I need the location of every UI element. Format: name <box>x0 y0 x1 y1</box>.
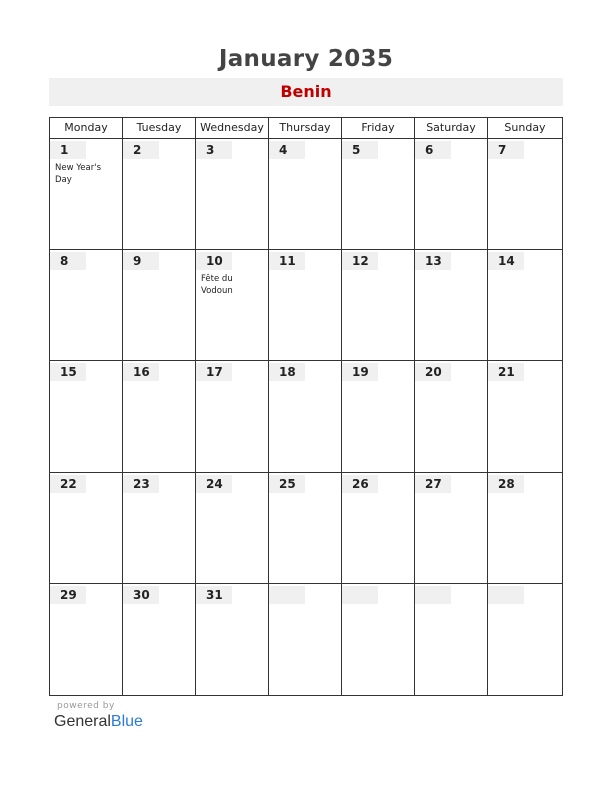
day-number: 16 <box>123 363 159 381</box>
day-cell <box>269 473 342 584</box>
day-cell <box>415 250 488 361</box>
day-number: 10 <box>196 252 232 270</box>
day-cell <box>342 361 415 472</box>
day-number: 30 <box>123 586 159 604</box>
holiday-label: Fête du Vodoun <box>201 274 233 297</box>
generalblue-logo[interactable] <box>54 713 143 731</box>
holiday-label: New Year's Day <box>55 163 102 185</box>
day-cell <box>342 139 415 250</box>
day-number: 21 <box>488 363 524 381</box>
day-cell-empty <box>342 584 415 695</box>
calendar-title: January 2035 <box>218 46 394 72</box>
powered-by-text: powered by <box>57 701 115 711</box>
day-number-blank <box>415 586 451 604</box>
day-number: 7 <box>488 141 524 159</box>
day-number: 25 <box>269 475 305 493</box>
brand-blue: Blue <box>110 713 143 730</box>
day-cell-empty <box>415 584 488 695</box>
day-cell <box>269 250 342 361</box>
calendar-grid <box>49 117 563 696</box>
day-number: 15 <box>50 363 86 381</box>
country-banner <box>49 78 563 106</box>
brand-general: General <box>54 713 111 730</box>
day-cell <box>196 584 269 695</box>
day-cell <box>415 361 488 472</box>
country-name: Benin <box>280 82 332 101</box>
day-cell <box>50 250 123 361</box>
day-cell <box>415 473 488 584</box>
day-cell <box>488 361 562 472</box>
day-cell <box>269 139 342 250</box>
day-cell <box>488 250 562 361</box>
day-cell <box>415 139 488 250</box>
day-cell <box>269 361 342 472</box>
day-cell <box>123 473 196 584</box>
weekday-header-friday: Friday <box>342 118 415 139</box>
day-number: 19 <box>342 363 378 381</box>
day-cell <box>50 361 123 472</box>
day-cell <box>123 250 196 361</box>
weekday-header-monday: Monday <box>50 118 123 139</box>
weekday-header-thursday: Thursday <box>269 118 342 139</box>
day-number: 22 <box>50 475 86 493</box>
day-number: 2 <box>123 141 159 159</box>
day-number-blank <box>342 586 378 604</box>
day-number: 9 <box>123 252 159 270</box>
weekday-header-saturday: Saturday <box>415 118 488 139</box>
day-number: 28 <box>488 475 524 493</box>
weekday-header-sunday: Sunday <box>488 118 562 139</box>
day-number: 23 <box>123 475 159 493</box>
day-number: 26 <box>342 475 378 493</box>
day-cell <box>50 473 123 584</box>
day-number: 6 <box>415 141 451 159</box>
day-number-blank <box>488 586 524 604</box>
day-cell <box>50 139 123 250</box>
day-number: 24 <box>196 475 232 493</box>
day-number: 4 <box>269 141 305 159</box>
day-cell <box>50 584 123 695</box>
weekday-header-wednesday: Wednesday <box>196 118 269 139</box>
day-number: 27 <box>415 475 451 493</box>
day-number: 1 <box>50 141 86 159</box>
day-cell <box>196 361 269 472</box>
day-cell <box>123 139 196 250</box>
day-number: 3 <box>196 141 232 159</box>
day-number: 8 <box>50 252 86 270</box>
day-cell <box>342 250 415 361</box>
day-cell-empty <box>269 584 342 695</box>
day-cell <box>196 139 269 250</box>
day-cell <box>196 250 269 361</box>
day-number: 11 <box>269 252 305 270</box>
day-number: 13 <box>415 252 451 270</box>
day-number: 20 <box>415 363 451 381</box>
day-number: 18 <box>269 363 305 381</box>
day-number: 5 <box>342 141 378 159</box>
day-cell <box>488 139 562 250</box>
day-number: 31 <box>196 586 232 604</box>
day-number: 17 <box>196 363 232 381</box>
day-number: 14 <box>488 252 524 270</box>
weekday-header-tuesday: Tuesday <box>123 118 196 139</box>
day-number-blank <box>269 586 305 604</box>
day-cell-empty <box>488 584 562 695</box>
day-number: 12 <box>342 252 378 270</box>
day-cell <box>123 361 196 472</box>
day-cell <box>488 473 562 584</box>
day-number: 29 <box>50 586 86 604</box>
day-cell <box>196 473 269 584</box>
day-cell <box>342 473 415 584</box>
day-cell <box>123 584 196 695</box>
